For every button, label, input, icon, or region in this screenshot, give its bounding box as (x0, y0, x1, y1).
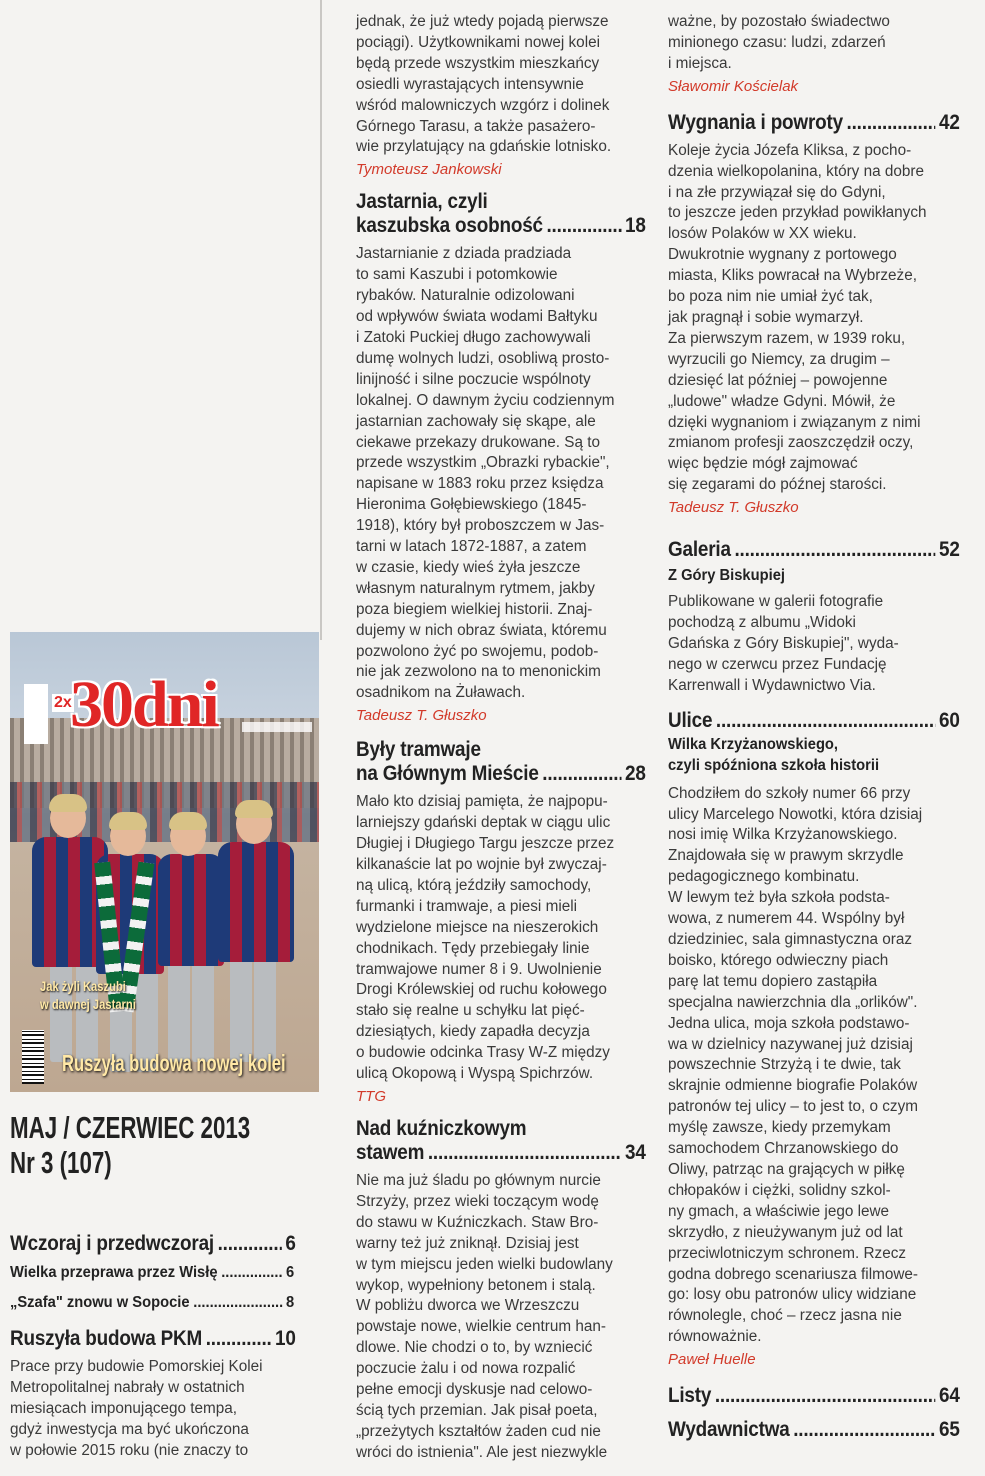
toc-page: 34 (625, 1140, 646, 1164)
toc-entry[interactable] (668, 1384, 960, 1408)
kid-leg (254, 952, 276, 1062)
kid-leg (168, 952, 190, 1062)
toc-entry[interactable] (668, 538, 960, 562)
toc-leader (734, 538, 935, 562)
issue-number: Nr 3 (107) (10, 1145, 112, 1180)
article-summary: Koleje życia Józefa Kliksa, z pocho- dzenia wielkopolanina, który na dobre i na złe przywiązał się do Gdyni, to jeszcze jeden przykład powikłanych losów Polaków w XX wieku. Dwukrotnie wygnany z portowego miasta, Kliks powracał na Wybrzeże, bo poza nim nie umiał żyć tak, jak pragnął i sobie wymarzył. Za pierwszym razem, w 1939 roku, wyrzucili go Niemcy, za drugim – dziesięć lat później – powojenne „ludowe" władze Gdyni. Mówił, że dzięki wygnaniom i związanym z nimi zmianom profesji zaoszczędził oczy, więc będzie mógł zajmować się zegarami do późnej starości. (668, 141, 927, 494)
article-summary: Prace przy budowie Pomorskiej Kolei Metropolitalnej nabrały w ostatnich miesiącach imponującego tempa, gdyż inwestycja ma być ukończona w połowie 2015 roku (nie znaczy to (10, 1358, 263, 1459)
cover-headline: Ruszyła budowa nowej kolei (62, 1050, 286, 1076)
kid-figure (158, 854, 224, 966)
toc-title: Ulice (668, 708, 713, 732)
toc-page: 42 (939, 110, 960, 134)
article-summary: Chodziłem do szkoły numer 66 przy ulicy Marcelego Nowotki, która dzisiaj nosi imię Wilka Krzyżanowskiego. Znajdowała się w prawym skrzydle pedagogicznego kombinatu. W lewym też była szkoła podsta- wowa, z numerem 44. Wspólny był dziedziniec, sala gimnastyczna oraz boisko, którego odwieczny piach parę lat temu dopiero zastąpiła specjalna nawierzchnia dla „orlików". Jedna ulica, moja szkoła podstawo- wa w dzielnicy nazywanej już dzisiaj powszechnie Strzyżą i te dwie, tak skrajnie odmienne biografie Polaków patronów tej ulicy – to jest to, o czym myślę zawsze, kiedy przemykam samochodem Chrzanowskiego do Oliwy, patrząc na grających w piłkę chłopaków i ciężki, solidny szkol- ny gmach, a właściwie jego lewe skrzydło, z nieużywanym już od lat przeciwlotniczym schronem. Rzecz godna dobrego scenariusza filmowe- go: losy obu patronów ulicy widziane równolegle, choć – rzecz jasna nie równoważnie. (668, 784, 923, 1346)
cover-logo: 30dni (70, 668, 218, 741)
cover-strip (242, 722, 312, 732)
kid-leg (230, 952, 252, 1062)
article-summary: ważne, by pozostało świadectwo minionego czasu: ludzi, zdarzeń i miejsca. (668, 13, 890, 72)
toc-subtitle: Wielka przeprawa przez Wisłę (10, 1264, 218, 1281)
toc-leader (206, 1327, 272, 1351)
toc-page: 6 (285, 1232, 296, 1255)
toc-subentry[interactable] (10, 1292, 294, 1313)
toc-entry[interactable] (10, 1327, 296, 1351)
toc-title: kaszubska osobność (356, 214, 543, 238)
toc-leader (193, 1292, 282, 1313)
toc-title: na Głównym Mieście (356, 762, 539, 786)
toc-entry[interactable] (668, 1418, 960, 1442)
toc-page: 60 (939, 708, 960, 732)
article-author: Sławomir Kościelak (668, 77, 799, 95)
cover-caption-line1: Jak żyli Kaszubi (40, 978, 126, 994)
toc-leader (847, 111, 936, 135)
toc-title: Były tramwaje (356, 738, 481, 762)
article-author: TTG (356, 1087, 386, 1105)
toc-subentry[interactable] (10, 1262, 294, 1283)
column-divider (320, 0, 322, 640)
kid-hair (235, 800, 273, 818)
toc-page: 64 (939, 1384, 960, 1408)
article-summary: Publikowane w galerii fotografie pochodzą z albumu „Widoki Gdańska z Góry Biskupiej", wyda- nego w czerwcu przez Fundację Karrenwall i Wydawnictwo Via. (668, 593, 899, 694)
kid-figure (218, 842, 294, 962)
article-summary: Nie ma już śladu po głównym nurcie Strzyży, przez wieki toczącym wodę do stawu w Kuźniczkach. Staw Bro- warny też już zniknął. Dzisiaj jest w tym miejscu jeden wielki budowlany wykop, wypełniony betonem i stalą. W pobliżu dworca we Wrzeszczu powstaje nowe, wielkie centrum han- dlowe. Nie chodzi o to, by wzniecić poczucie żalu i od nowa rozpalić pełne emocji dyskusje nad celowo- ścią tych przemian. Jak pisał poeta, „przeżytych kształtów żaden cud nie wróci do istnienia". Ale jest niezwykle (356, 1171, 613, 1461)
toc-page: 6 (285, 1264, 295, 1281)
article-author: Paweł Huelle (668, 1351, 756, 1369)
cover-barcode (22, 1030, 44, 1084)
toc-subtitle: „Szafa" znowu w Sopocie (10, 1294, 190, 1311)
article-author: Tymoteusz Jankowski (356, 161, 502, 179)
cover-caption-line2: w dawnej Jastarni (40, 996, 136, 1012)
toc-leader (546, 214, 621, 238)
toc-page: 10 (275, 1327, 296, 1350)
toc-leader (542, 762, 621, 786)
article-summary: jednak, że już wtedy pojadą pierwsze pociągi). Użytkownikami nowej kolei będą przede wszystkim mieszkańcy osiedli wyrastających intensywnie wśród malowniczych wzgórz i dolinek Górnego Tarasu, a także pasażero- wie przylatujący na gdańskie lotnisko. (356, 13, 612, 156)
toc-title: Galeria (668, 538, 731, 562)
toc-entry[interactable] (356, 190, 646, 238)
toc-leader (221, 1262, 282, 1283)
kid-leg (192, 952, 214, 1062)
toc-leader (428, 1141, 622, 1165)
kid-hair (49, 794, 87, 812)
toc-entry[interactable] (10, 1232, 296, 1256)
article-author: Tadeusz T. Głuszko (668, 499, 799, 517)
toc-title: stawem (356, 1140, 425, 1164)
toc-entry[interactable] (668, 111, 960, 135)
toc-leader (715, 1384, 936, 1408)
toc-title: Wczoraj i przedwczoraj (10, 1232, 214, 1255)
toc-page: 8 (285, 1294, 295, 1311)
toc-title: Nad kuźniczkowym (356, 1116, 527, 1140)
cover-logo-prefix: 2x (54, 694, 72, 711)
toc-page: 65 (939, 1418, 960, 1442)
kid-hair (109, 812, 147, 830)
toc-title: Wygnania i powroty (668, 110, 843, 134)
toc-subtitle: Z Góry Biskupiej (668, 567, 785, 585)
article-author: Tadeusz T. Głuszko (356, 707, 487, 725)
toc-leader (793, 1418, 935, 1442)
issue-block (10, 1110, 310, 1180)
toc-subtitle: Wilka Krzyżanowskiego, (668, 735, 839, 753)
toc-title: Wydawnictwa (668, 1418, 790, 1442)
article-summary: Jastarnianie z dziada pradziada to sami Kaszubi i potomkowie rybaków. Naturalnie odizolowani od wpływów świata wodami Bałtyku i Zatoki Puckiej długo zachowywali dumę wolnych ludzi, osobliwą prosto- linijność i silne poczucie wspólnoty lokalnej. O dawnym życiu codziennym jastarnian zachowały się skąpe, ale ciekawe przekazy drukowane. Są to przede wszystkim „Obrazki rybackie", napisane w 1883 roku przez księdza Hieronima Gołębiewskiego (1845- 1918), który był proboszczem w Jas- tarni w latach 1872-1887, a zatem w czasie, kiedy wieś żyła jeszcze własnym naturalnym rytmem, jakby poza biegiem wielkiej historii. Znaj- dujemy w nich obraz świata, któremu pozwolono żyć po swojemu, podob- nie jak zezwolono na to menonickim osadnikom na Żuławach. (356, 245, 615, 702)
toc-subtitle: czyli spóźniona szkoła historii (668, 756, 880, 774)
toc-leader (716, 709, 936, 733)
toc-title: Jastarnia, czyli (356, 190, 488, 214)
toc-page: 18 (625, 214, 646, 238)
toc-entry[interactable] (356, 738, 646, 786)
toc-group-1 (10, 1232, 296, 1462)
toc-entry[interactable] (668, 709, 960, 733)
toc-entry[interactable] (356, 1117, 646, 1165)
magazine-cover (10, 632, 319, 1092)
toc-title: Listy (668, 1384, 712, 1408)
article-summary: Mało kto dzisiaj pamięta, że najpopu- larniejszy gdański deptak w ciągu ulic Długiej i Długiego Targu jeszcze przez kilkanaście lat po wojnie był zwyczaj- ną ulicą, którą jeździły samochody, furmanki i tramwaje, a piesi mieli wydzielone miejsce na nieszerokich chodnikach. Tędy przebiegały linie tramwajowe numer 8 i 9. Uwolnienie Drogi Królewskiej od ruchu kołowego stało się realne u schyłku lat pięć- dziesiątych, kiedy zapadła decyzja o budowie odcinka Trasy W-Z między ulicą Okopową i Wyspą Spichrzów. (356, 793, 615, 1083)
toc-page: 52 (939, 538, 960, 562)
issue-date: MAJ / CZERWIEC 2013 (10, 1110, 251, 1145)
toc-leader (218, 1232, 282, 1256)
cover-side-label (24, 684, 48, 744)
toc-title: Ruszyła budowa PKM (10, 1327, 203, 1350)
toc-page: 28 (625, 762, 646, 786)
kid-hair (169, 812, 207, 830)
